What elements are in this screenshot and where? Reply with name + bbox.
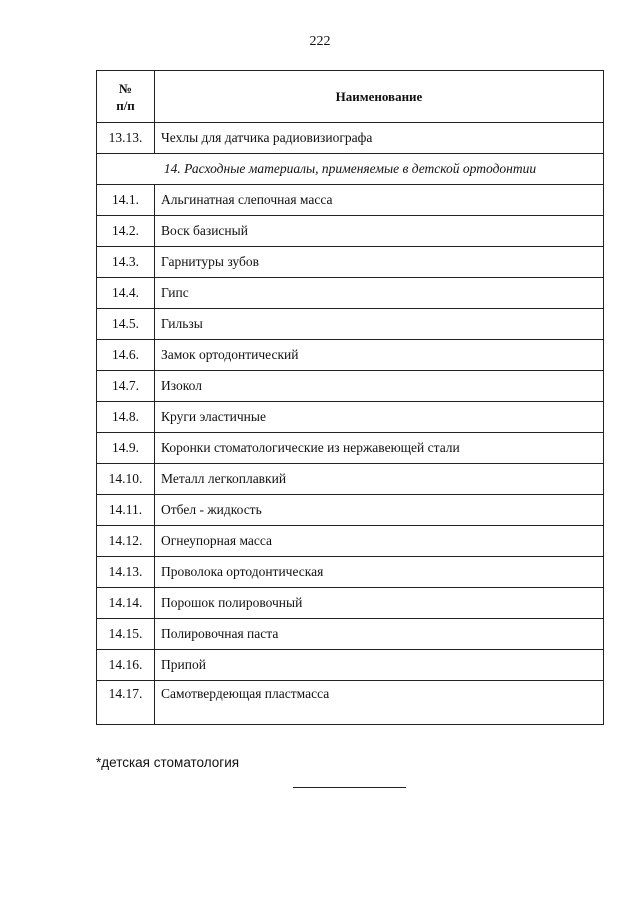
table-row bbox=[97, 557, 604, 588]
header-number-label: п/п bbox=[116, 97, 135, 113]
row-number: 14.7. bbox=[97, 371, 155, 402]
table-row bbox=[97, 371, 604, 402]
page-number: 222 bbox=[309, 34, 331, 49]
row-name: Отбел - жидкость bbox=[155, 495, 604, 526]
row-name: Коронки стоматологические из нержавеющей стали bbox=[155, 433, 604, 464]
table-row bbox=[97, 123, 604, 154]
header-number-cell bbox=[97, 71, 155, 123]
table-row bbox=[97, 309, 604, 340]
row-number: 14.9. bbox=[97, 433, 155, 464]
row-name: Гарнитуры зубов bbox=[155, 247, 604, 278]
row-number: 14.17. bbox=[97, 681, 155, 725]
table-row bbox=[97, 681, 604, 725]
row-name: Проволока ортодонтическая bbox=[155, 557, 604, 588]
table-row bbox=[97, 619, 604, 650]
table-header-row bbox=[97, 71, 604, 123]
table-row bbox=[97, 247, 604, 278]
table-row bbox=[97, 495, 604, 526]
table-row bbox=[97, 588, 604, 619]
row-name: Самотвердеющая пластмасса bbox=[155, 681, 604, 725]
row-number: 14.15. bbox=[97, 619, 155, 650]
row-number: 14.11. bbox=[97, 495, 155, 526]
row-number: 14.4. bbox=[97, 278, 155, 309]
row-number: 14.13. bbox=[97, 557, 155, 588]
row-name: Изокол bbox=[155, 371, 604, 402]
row-number: 13.13. bbox=[97, 123, 155, 154]
table-row bbox=[97, 464, 604, 495]
row-number: 14.10. bbox=[97, 464, 155, 495]
row-name: Чехлы для датчика радиовизиографа bbox=[155, 123, 604, 154]
row-name: Воск базисный bbox=[155, 216, 604, 247]
row-number: 14.12. bbox=[97, 526, 155, 557]
row-name: Гипс bbox=[155, 278, 604, 309]
row-number: 14.2. bbox=[97, 216, 155, 247]
row-number: 14.6. bbox=[97, 340, 155, 371]
table-row bbox=[97, 340, 604, 371]
header-name-cell: Наименование bbox=[155, 71, 604, 123]
row-name: Полировочная паста bbox=[155, 619, 604, 650]
closing-rule bbox=[293, 787, 406, 788]
table-row bbox=[97, 650, 604, 681]
materials-table bbox=[96, 70, 604, 725]
section-row bbox=[97, 154, 604, 185]
table-row bbox=[97, 402, 604, 433]
row-number: 14.5. bbox=[97, 309, 155, 340]
table-row bbox=[97, 433, 604, 464]
table-body bbox=[97, 71, 604, 725]
row-name: Альгинатная слепочная масса bbox=[155, 185, 604, 216]
row-number: 14.14. bbox=[97, 588, 155, 619]
row-number: 14.16. bbox=[97, 650, 155, 681]
table-row bbox=[97, 278, 604, 309]
row-name: Гильзы bbox=[155, 309, 604, 340]
section-title: 14. Расходные материалы, применяемые в детской ортодонтии bbox=[97, 154, 604, 185]
table-row bbox=[97, 216, 604, 247]
row-name: Круги эластичные bbox=[155, 402, 604, 433]
table-row bbox=[97, 185, 604, 216]
row-name: Металл легкоплавкий bbox=[155, 464, 604, 495]
row-number: 14.8. bbox=[97, 402, 155, 433]
footnote: *детская стоматология bbox=[96, 755, 240, 770]
row-number: 14.1. bbox=[97, 185, 155, 216]
row-name: Припой bbox=[155, 650, 604, 681]
row-number: 14.3. bbox=[97, 247, 155, 278]
row-name: Порошок полировочный bbox=[155, 588, 604, 619]
header-number-symbol: № bbox=[118, 80, 133, 96]
table-row bbox=[97, 526, 604, 557]
row-name: Огнеупорная масса bbox=[155, 526, 604, 557]
row-name: Замок ортодонтический bbox=[155, 340, 604, 371]
